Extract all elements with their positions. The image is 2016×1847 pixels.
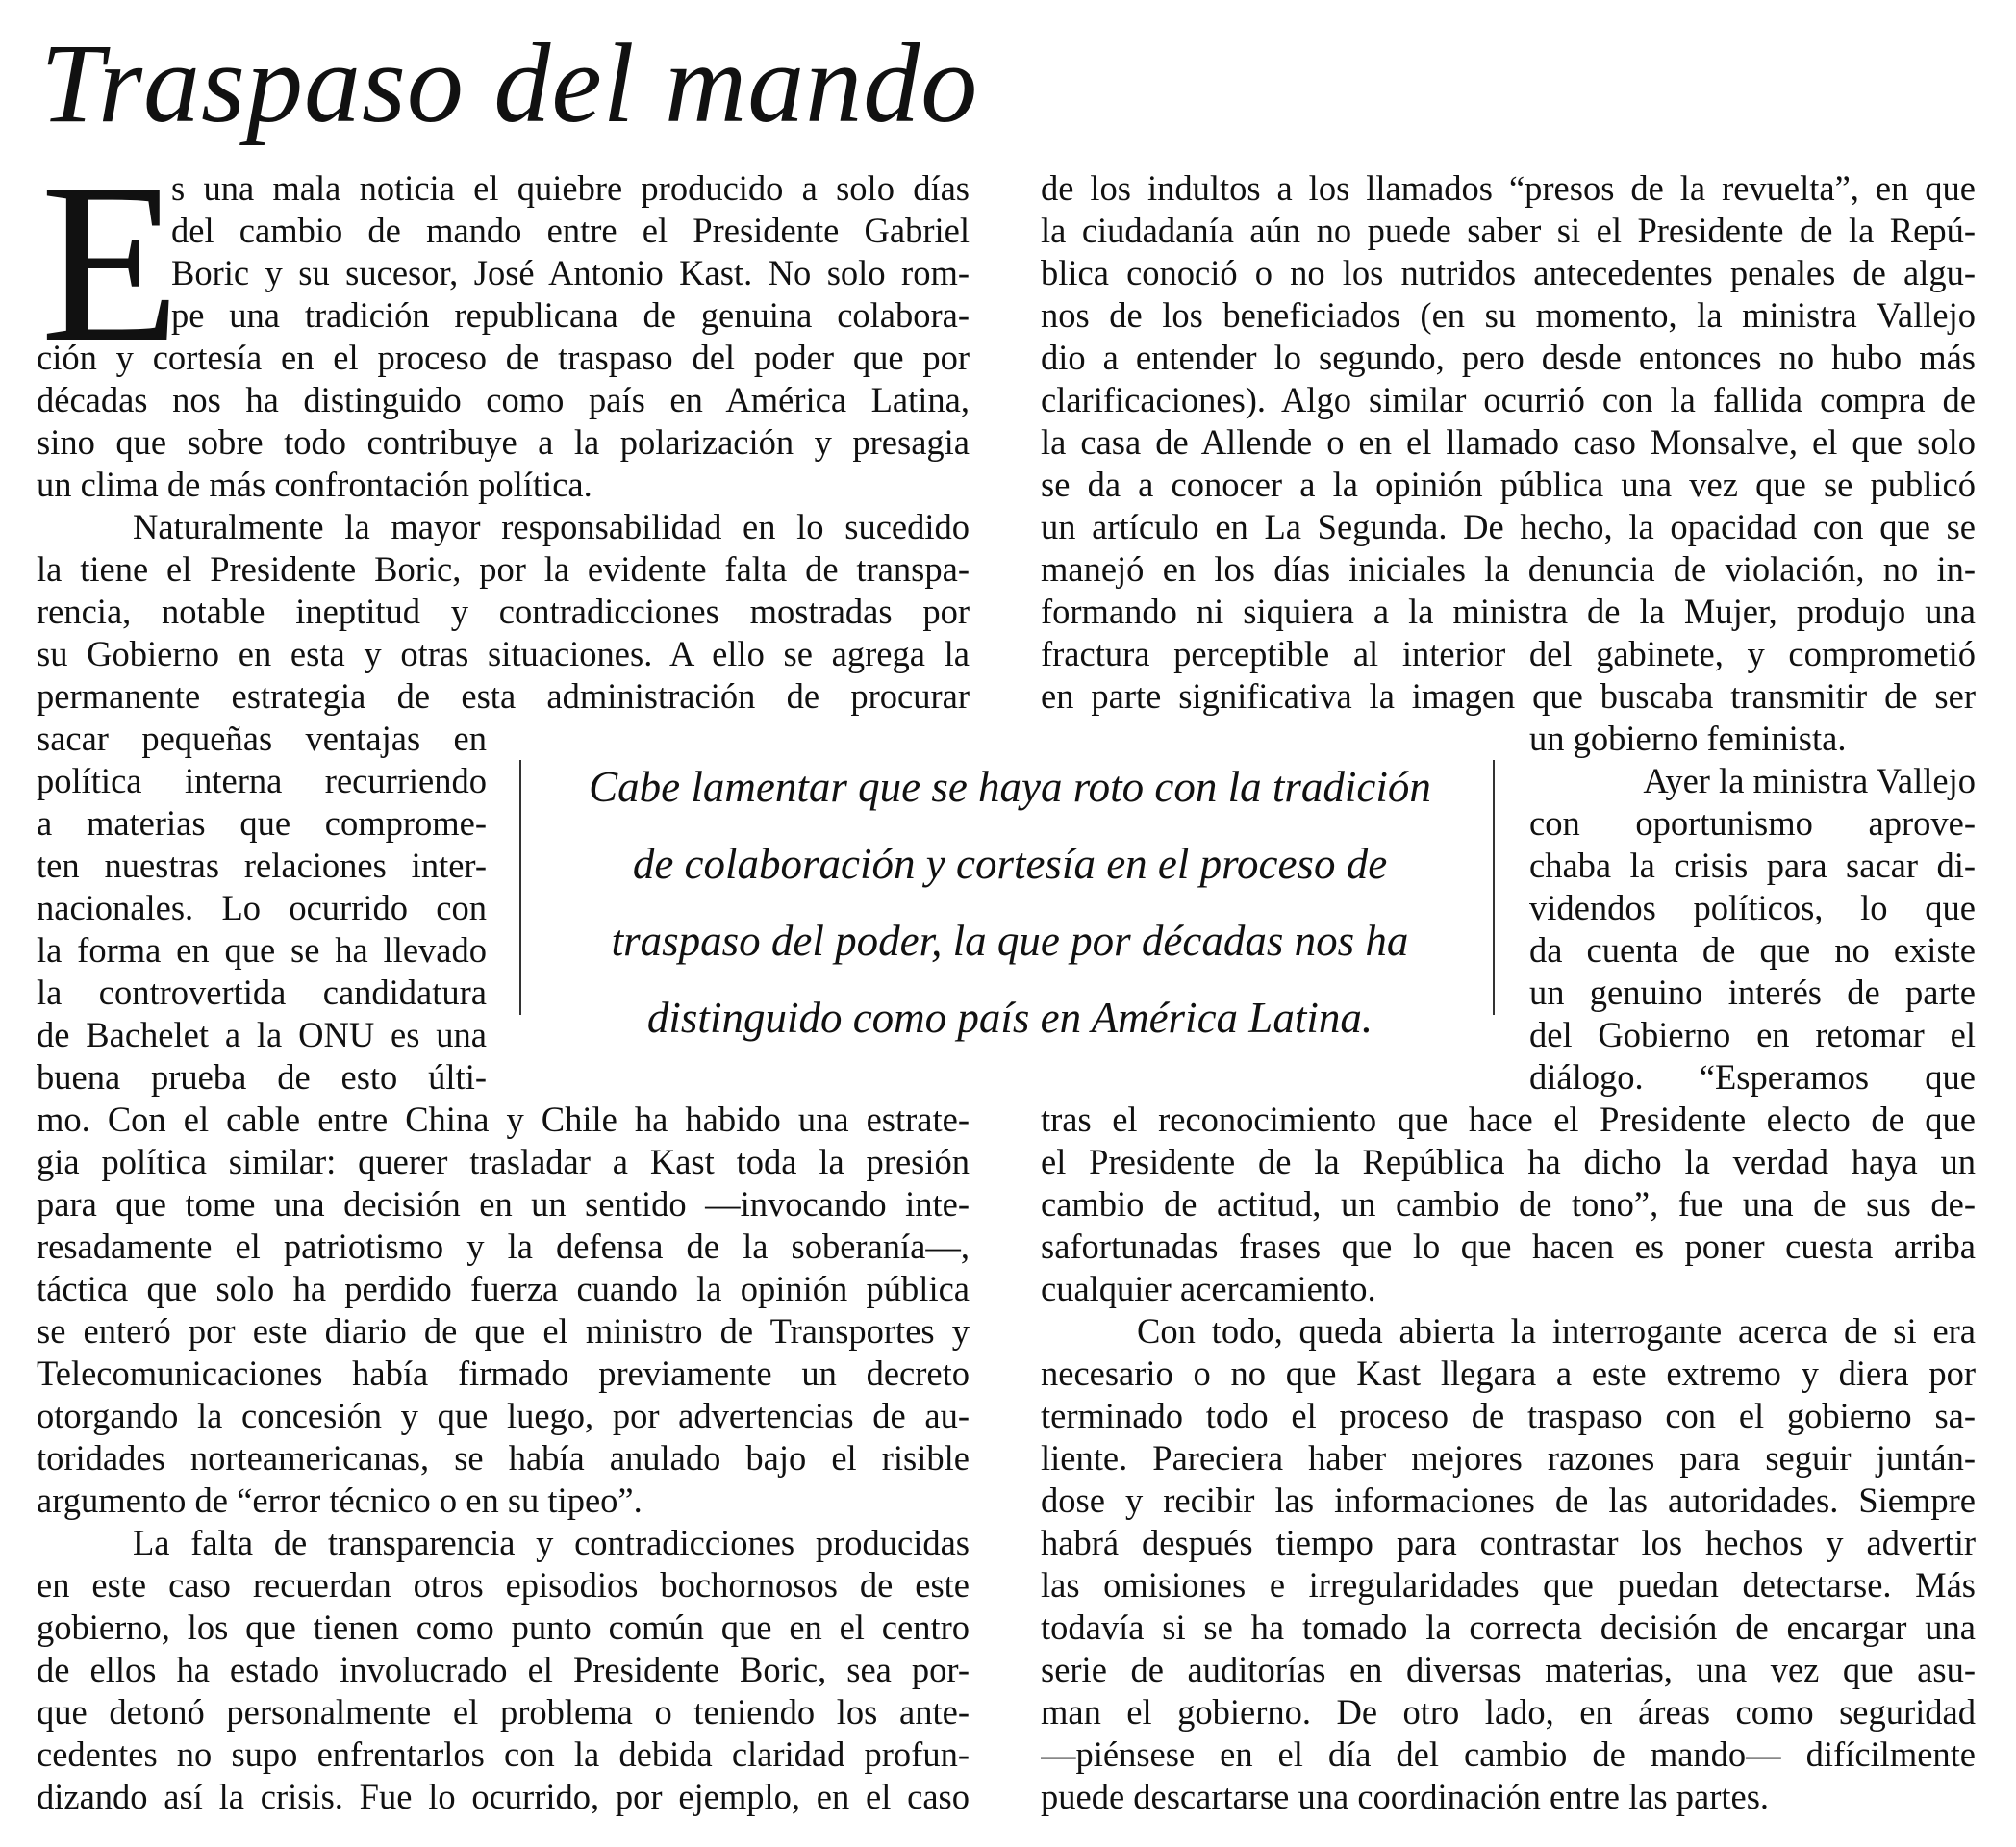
text-line: ten nuestras relaciones inter-	[37, 846, 487, 885]
text-line: da cuenta de que no existe	[1529, 930, 1976, 970]
text-line: que detonó personalmente el problema o teniendo los ante-	[37, 1692, 970, 1732]
text-line: la casa de Allende o en el llamado caso Monsalve, el que solo	[1041, 422, 1976, 462]
text-line: otorgando la concesión y que luego, por advertencias de au-	[37, 1396, 970, 1435]
text-line: en este caso recuerdan otros episodios bochornosos de este	[37, 1565, 970, 1605]
text-line: permanente estrategia de esta administración de procurar	[37, 676, 970, 716]
drop-cap: E	[40, 137, 181, 390]
text-line: liente. Pareciera haber mejores razones para seguir juntán-	[1041, 1438, 1976, 1478]
text-line: Naturalmente la mayor responsabilidad en lo sucedido	[133, 507, 970, 546]
text-line: serie de auditorías en diversas materias, una vez que asu-	[1041, 1650, 1976, 1689]
column1-after	[37, 1099, 970, 1818]
text-line: Con todo, queda abierta la interrogante acerca de si era	[1137, 1311, 1976, 1351]
text-line: pe una tradición republicana de genuina colabora-	[171, 295, 970, 335]
column2-top	[1041, 167, 1976, 718]
text-line: man el gobierno. De otro lado, en áreas como seguridad	[1041, 1692, 1976, 1732]
pull-quote	[539, 748, 1481, 1056]
text-line: las omisiones e irregularidades que puedan detectarse. Más	[1041, 1565, 1976, 1605]
column1-intro	[171, 167, 970, 337]
text-line: cambio de actitud, un cambio de tono”, fue una de sus de-	[1041, 1184, 1976, 1224]
pull-quote-right-rule	[1493, 760, 1495, 1015]
text-line: del Gobierno en retomar el	[1529, 1015, 1976, 1054]
text-line: dio a entender lo segundo, pero desde entonces no hubo más	[1041, 338, 1976, 377]
text-line: un gobierno feminista.	[1529, 719, 1847, 758]
text-line: todavía si se ha tomado la correcta decisión de encargar una	[1041, 1607, 1976, 1647]
text-line: La falta de transparencia y contradicciones producidas	[133, 1523, 970, 1562]
text-line: con oportunismo aprove-	[1529, 803, 1976, 843]
text-line: toridades norteamericanas, se había anulado bajo el risible	[37, 1438, 970, 1478]
text-line: de ellos ha estado involucrado el Presidente Boric, sea por-	[37, 1650, 970, 1689]
text-line: mo. Con el cable entre China y Chile ha habido una estrate-	[37, 1100, 970, 1139]
pull-quote-left-rule	[519, 760, 521, 1015]
text-line: terminado todo el proceso de traspaso con el gobierno sa-	[1041, 1396, 1976, 1435]
text-line: de Bachelet a la ONU es una	[37, 1015, 487, 1054]
text-line: videndos políticos, lo que	[1529, 888, 1976, 927]
text-line: habrá después tiempo para contrastar los hechos y advertir	[1041, 1523, 1976, 1562]
text-line: en parte significativa la imagen que buscaba transmitir de ser	[1041, 676, 1976, 716]
text-line: manejó en los días iniciales la denuncia de violación, no in-	[1041, 549, 1976, 589]
text-line: Telecomunicaciones había firmado previamente un decreto	[37, 1354, 970, 1393]
text-line: necesario o no que Kast llegara a este extremo y diera por	[1041, 1354, 1976, 1393]
text-line: nos de los beneficiados (en su momento, la ministra Vallejo	[1041, 295, 1976, 335]
text-line: dose y recibir las informaciones de las autoridades. Siempre	[1041, 1480, 1976, 1520]
text-line: décadas nos ha distinguido como país en América Latina,	[37, 380, 970, 419]
text-line: puede descartarse una coordinación entre las partes.	[1041, 1777, 1770, 1816]
text-line: su Gobierno en esta y otras situaciones. A ello se agrega la	[37, 634, 970, 673]
text-line: la tiene el Presidente Boric, por la evidente falta de transpa-	[37, 549, 970, 589]
headline: Traspaso del mando	[40, 20, 979, 146]
text-line: argumento de “error técnico o en su tipeo”.	[37, 1480, 643, 1520]
text-line: cedentes no supo enfrentarlos con la debida claridad profun-	[37, 1734, 970, 1774]
text-line: gobierno, los que tienen como punto común que en el centro	[37, 1607, 970, 1647]
text-line: Boric y su sucesor, José Antonio Kast. No solo rom-	[171, 253, 970, 292]
text-line: la controvertida candidatura	[37, 973, 487, 1012]
text-line: política interna recurriendo	[37, 761, 487, 800]
text-line: sino que sobre todo contribuye a la polarización y presagia	[37, 422, 970, 462]
text-line: de los indultos a los llamados “presos de la revuelta”, en que	[1041, 168, 1976, 208]
text-line: tras el reconocimiento que hace el Presidente electo de que	[1041, 1100, 1976, 1139]
text-line: buena prueba de esto últi-	[37, 1057, 487, 1097]
text-line: safortunadas frases que lo que hacen es poner cuesta arriba	[1041, 1227, 1976, 1266]
text-line: fractura perceptible al interior del gabinete, y comprometió	[1041, 634, 1976, 673]
column1-body	[37, 337, 970, 718]
text-line: a materias que comprome-	[37, 803, 487, 843]
text-line: resadamente el patriotismo y la defensa de la soberanía—,	[37, 1227, 970, 1266]
text-line: dizando así la crisis. Fue lo ocurrido, por ejemplo, en el caso	[37, 1777, 970, 1816]
text-line: clarificaciones). Algo similar ocurrió con la fallida compra de	[1041, 380, 1976, 419]
text-line: nacionales. Lo ocurrido con	[37, 888, 487, 927]
text-line: diálogo. “Esperamos que	[1529, 1057, 1976, 1097]
column2-narrow	[1529, 718, 1976, 1099]
text-line: ción y cortesía en el proceso de traspaso del poder que por	[37, 338, 970, 377]
column1-narrow	[37, 718, 487, 1099]
text-line: s una mala noticia el quiebre producido a solo días	[171, 168, 970, 208]
text-line: blica conoció o no los nutridos antecedentes penales de algu-	[1041, 253, 1976, 292]
text-line: se da a conocer a la opinión pública una vez que se publicó	[1041, 465, 1976, 504]
text-line: formando ni siquiera a la ministra de la Mujer, produjo una	[1041, 592, 1976, 631]
text-line: del cambio de mando entre el Presidente Gabriel	[171, 211, 970, 250]
pull-quote-line: traspaso del poder, la que por décadas nos ha	[611, 917, 1409, 965]
text-line: sacar pequeñas ventajas en	[37, 719, 487, 758]
pull-quote-line: de colaboración y cortesía en el proceso de	[632, 840, 1388, 888]
text-line: se enteró por este diario de que el ministro de Transportes y	[37, 1311, 970, 1351]
text-line: la forma en que se ha llevado	[37, 930, 487, 970]
text-line: un clima de más confrontación política.	[37, 465, 592, 504]
text-line: —piénsese en el día del cambio de mando— difícilmente	[1041, 1734, 1976, 1774]
text-line: chaba la crisis para sacar di-	[1529, 846, 1976, 885]
text-line: táctica que solo ha perdido fuerza cuando la opinión pública	[37, 1269, 970, 1308]
pull-quote-line: distinguido como país en América Latina.	[646, 994, 1373, 1042]
text-line: la ciudadanía aún no puede saber si el Presidente de la Repú-	[1041, 211, 1976, 250]
column2-after	[1041, 1099, 1976, 1818]
text-line: cualquier acercamiento.	[1041, 1269, 1376, 1308]
text-line: gia política similar: querer trasladar a Kast toda la presión	[37, 1142, 970, 1181]
text-line: para que tome una decisión en un sentido —invocando inte-	[37, 1184, 970, 1224]
text-line: el Presidente de la República ha dicho la verdad haya un	[1041, 1142, 1976, 1181]
text-line: Ayer la ministra Vallejo	[1643, 761, 1976, 800]
text-line: un genuino interés de parte	[1529, 973, 1976, 1012]
text-line: rencia, notable ineptitud y contradicciones mostradas por	[37, 592, 970, 631]
pull-quote-line: Cabe lamentar que se haya roto con la tradición	[589, 763, 1431, 811]
text-line: un artículo en La Segunda. De hecho, la opacidad con que se	[1041, 507, 1976, 546]
